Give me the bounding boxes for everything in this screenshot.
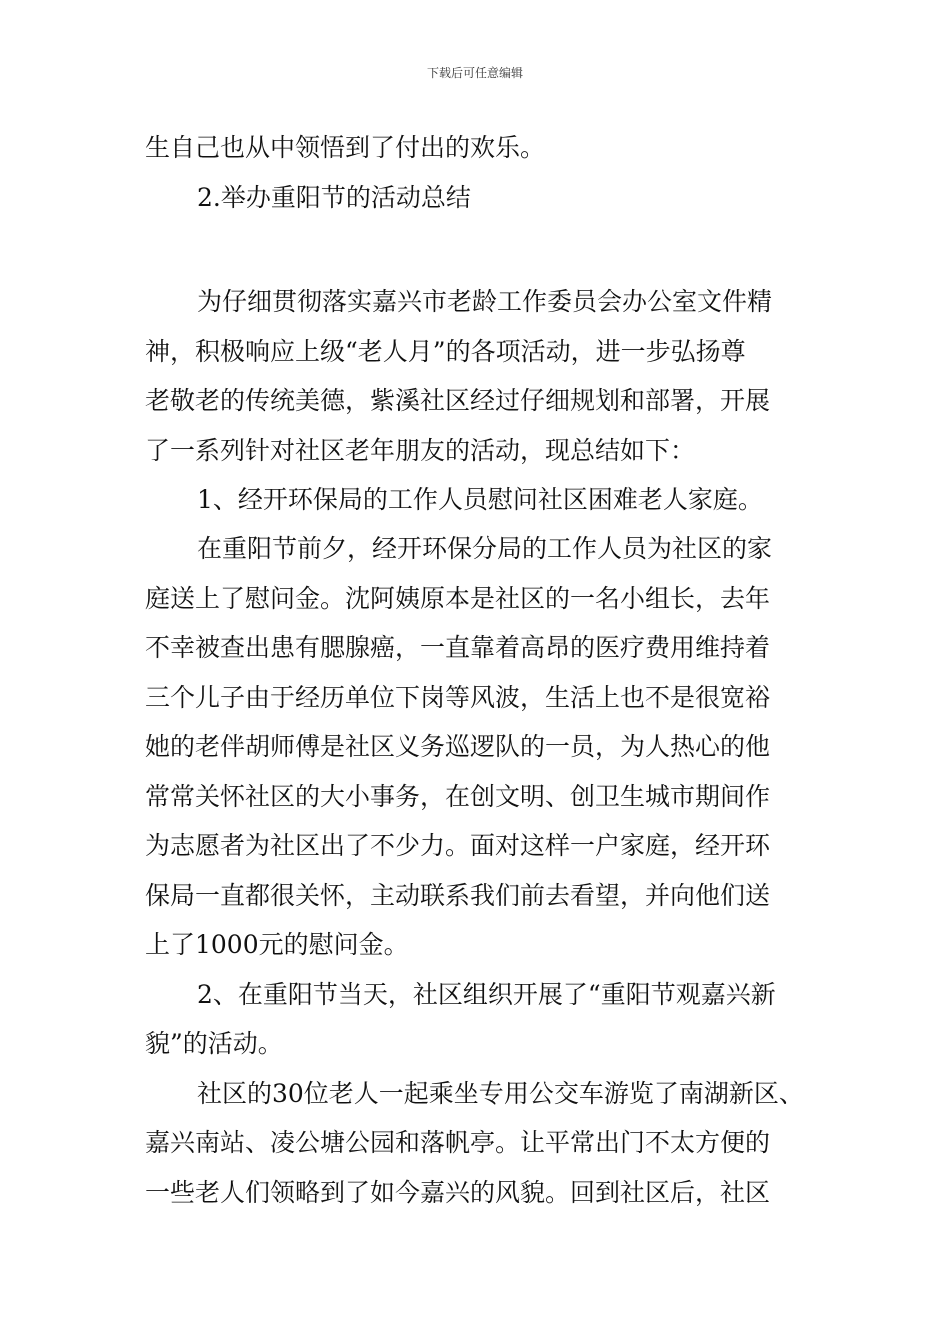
section-heading: 2.举办重阳节的活动总结: [197, 183, 471, 212]
paragraph-line: 社区的30位老人一起乘坐专用公交车游览了南湖新区、: [197, 1079, 804, 1108]
paragraph-line: 为仔细贯彻落实嘉兴市老龄工作委员会办公室文件精: [197, 287, 773, 316]
paragraph-line: 保局一直都很关怀，主动联系我们前去看望，并向他们送: [145, 881, 771, 910]
paragraph-line: 常常关怀社区的大小事务，在创文明、创卫生城市期间作: [145, 782, 771, 811]
list-item-heading: 1、经开环保局的工作人员慰问社区困难老人家庭。: [197, 485, 763, 514]
paragraph-line: 一些老人们领略到了如今嘉兴的风貌。回到社区后，社区: [145, 1178, 771, 1207]
list-item-heading: 2、在重阳节当天，社区组织开展了“重阳节观嘉兴新: [197, 980, 776, 1009]
paragraph-line: 她的老伴胡师傅是社区义务巡逻队的一员，为人热心的他: [145, 732, 771, 761]
paragraph-line: 三个儿子由于经历单位下岗等风波，生活上也不是很宽裕: [145, 683, 771, 712]
paragraph-line: 老敬老的传统美德，紫溪社区经过仔细规划和部署，开展: [145, 386, 771, 415]
paragraph-line: 嘉兴南站、凌公塘公园和落帆亭。让平常出门不太方便的: [145, 1128, 771, 1157]
paragraph-line: 生自己也从中领悟到了付出的欢乐。: [145, 133, 546, 162]
paragraph-line: 了一系列针对社区老年朋友的活动，现总结如下：: [145, 436, 696, 465]
paragraph-line: 上了1000元的慰问金。: [145, 930, 409, 959]
paragraph-line: 为志愿者为社区出了不少力。面对这样一户家庭，经开环: [145, 831, 771, 860]
paragraph-line: 在重阳节前夕，经开环保分局的工作人员为社区的家: [197, 534, 773, 563]
paragraph-line: 神，积极响应上级“老人月”的各项活动，进一步弘扬尊: [145, 337, 746, 366]
paragraph-line: 庭送上了慰问金。沈阿姨原本是社区的一名小组长，去年: [145, 584, 771, 613]
paragraph-line: 不幸被查出患有腮腺癌，一直靠着高昂的医疗费用维持着: [145, 633, 771, 662]
page-header: 下载后可任意编辑: [426, 66, 523, 80]
list-item-heading: 貌”的活动。: [145, 1029, 283, 1058]
